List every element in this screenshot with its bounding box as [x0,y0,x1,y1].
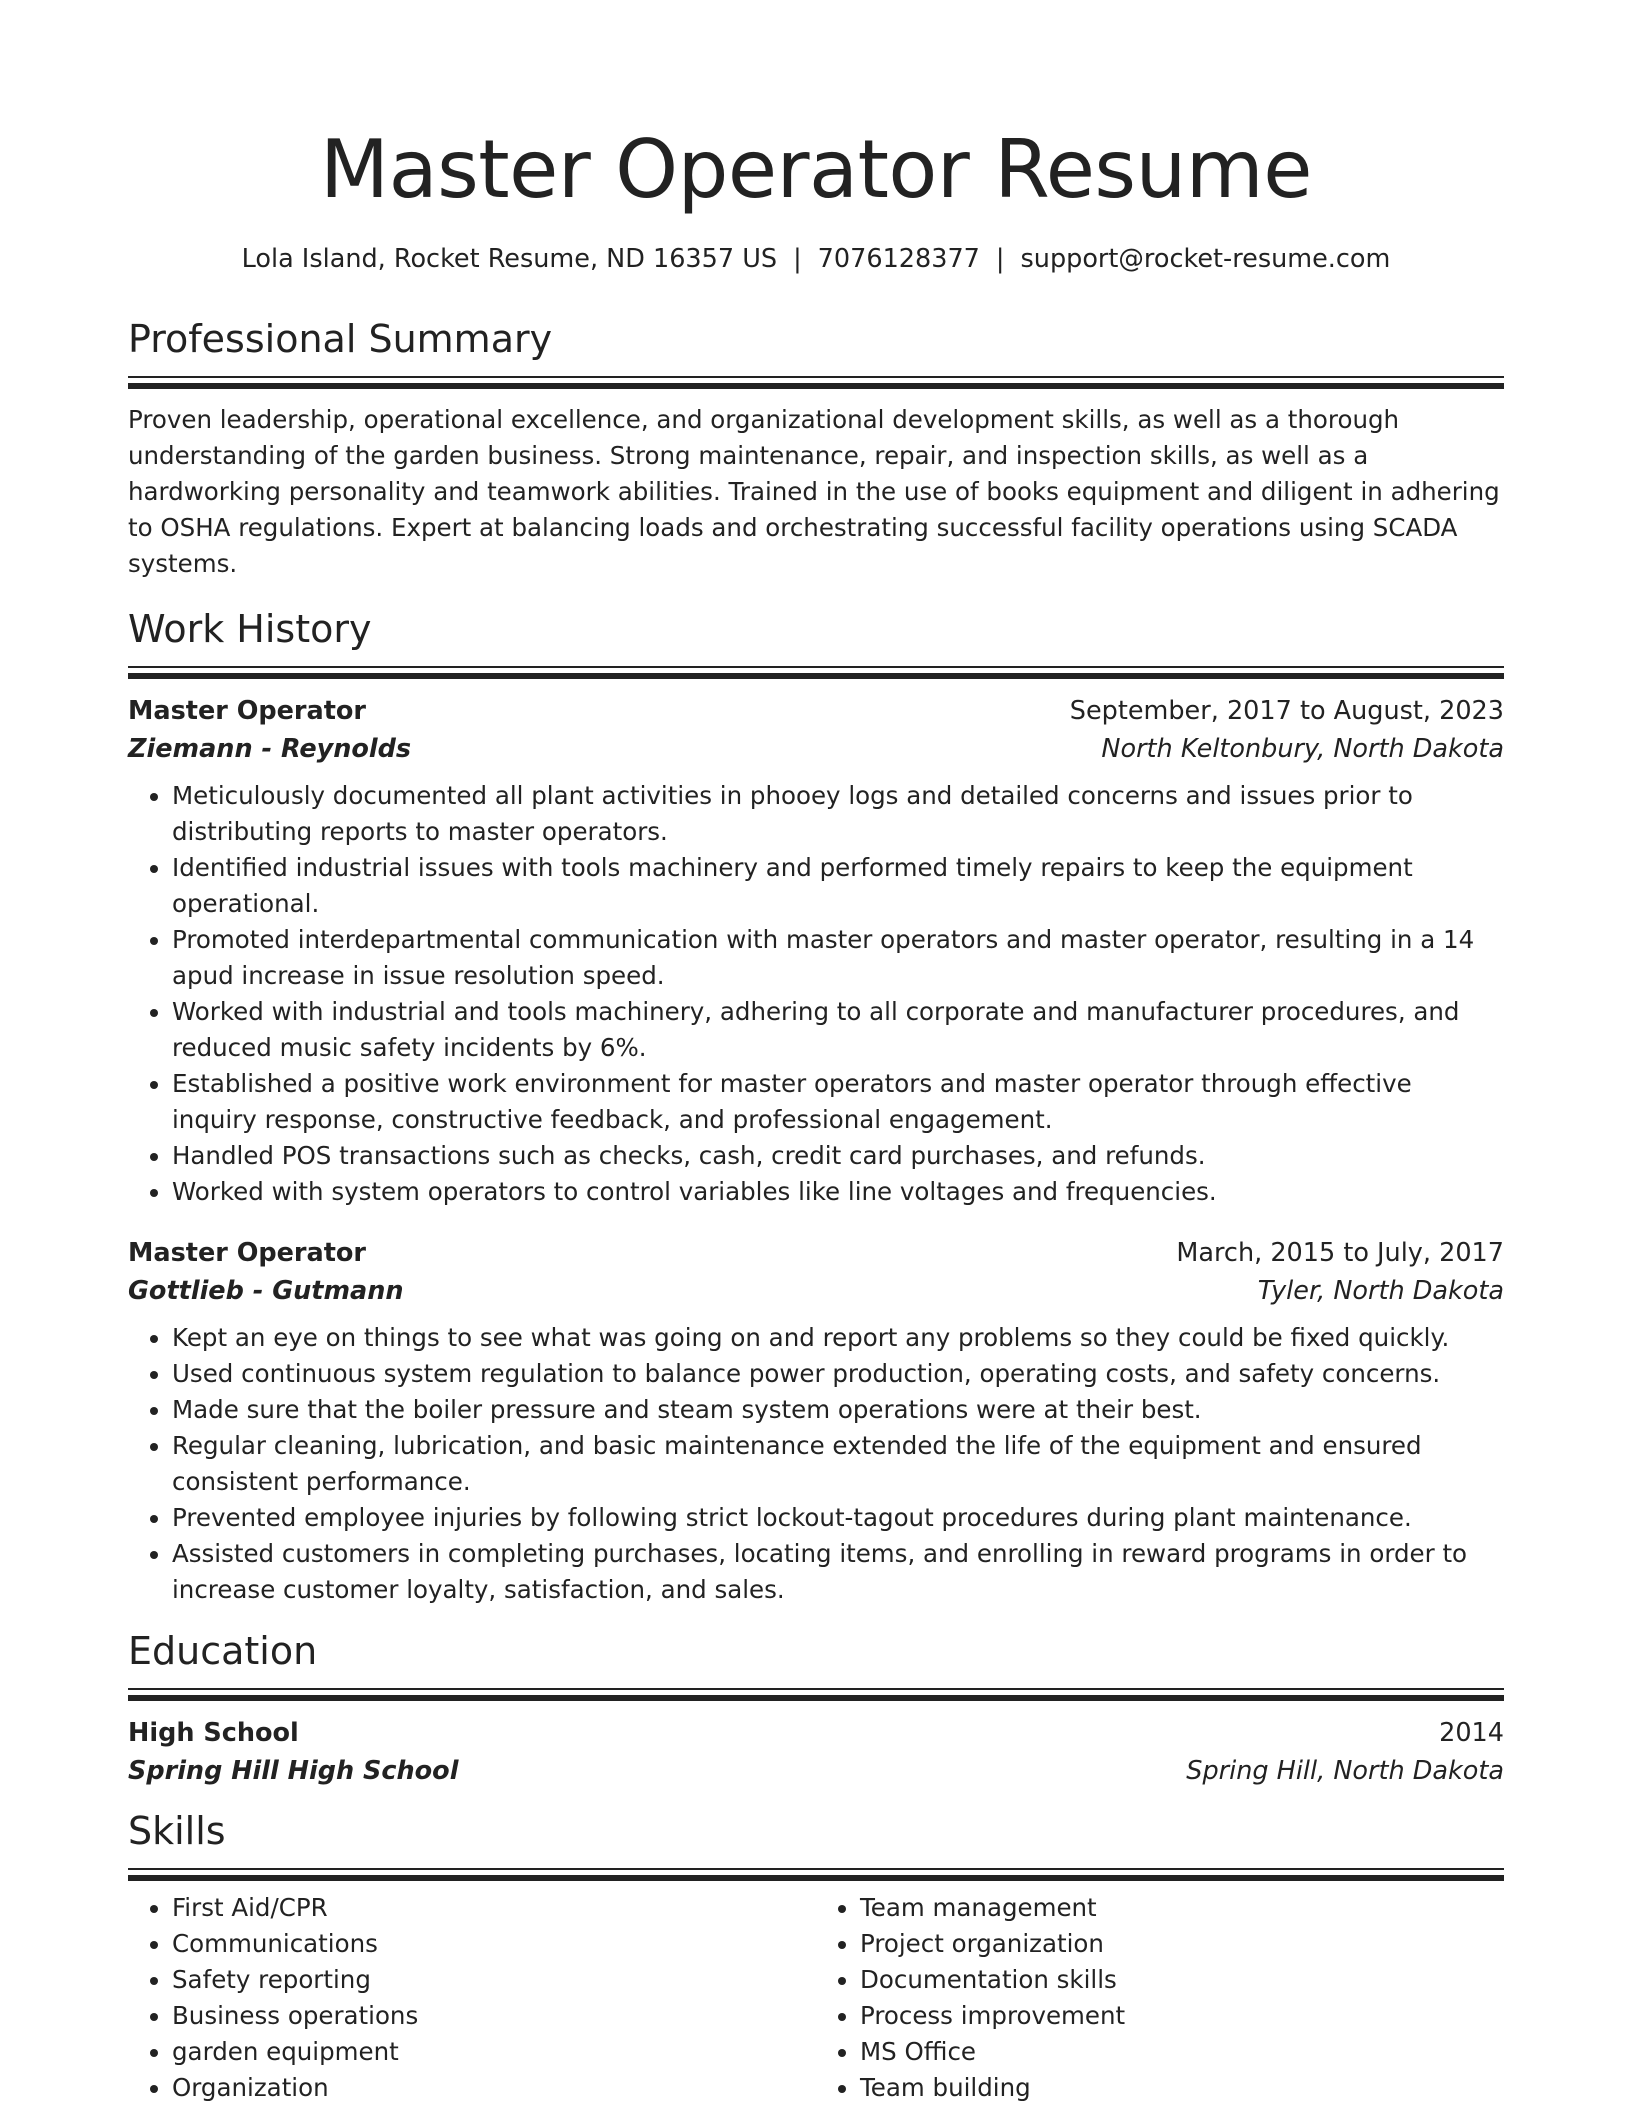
contact-separator: | [995,244,1005,274]
education-subheader [128,1752,1504,1790]
skill-item: • Communications [172,1926,816,1962]
list-item: • Meticulously documented all plant activities in phooey logs and detailed concerns and issues prior to distributing reports to master operators. [172,778,1504,850]
section-title-skills: Skills [128,1809,226,1853]
section-title-education: Education [128,1629,318,1673]
list-item: • Prevented employee injuries by following strict lockout-tagout procedures during plant maintenance. [172,1500,1504,1536]
contact-email: support@rocket-resume.com [1020,244,1391,274]
education-school: Spring Hill High School [128,1756,459,1786]
resume-name: Master Operator Resume [320,123,1312,216]
list-item: • Worked with industrial and tools machinery, adhering to all corporate and manufacturer procedures, and reduced music safety incidents by 6%. [172,994,1504,1066]
list-item: • Worked with system operators to control variables like line voltages and frequencies. [172,1174,1504,1210]
section-divider [128,376,1504,388]
job-title: Master Operator [128,696,366,726]
skills-list-right [816,1890,1504,2106]
job-bullets [128,1320,1504,1608]
skill-item: • Project organization [860,1926,1504,1962]
contact-separator: | [793,244,802,274]
section-title-summary: Professional Summary [128,317,553,361]
section-divider [128,1688,1504,1700]
skills-columns [128,1890,1504,2106]
education-section [128,1626,1504,1790]
education-header [128,1714,1504,1752]
skill-item: • First Aid/CPR [172,1890,816,1926]
contact-line [128,242,1504,276]
skill-item: • garden equipment [172,2034,816,2070]
contact-address: Lola Island, Rocket Resume, ND 16357 US [241,244,778,274]
education-year: 2014 [1439,1718,1504,1748]
education-degree: High School [128,1718,299,1748]
education-location: Spring Hill, North Dakota [1186,1756,1504,1786]
skill-item: • Safety reporting [172,1962,816,1998]
job-header [128,1234,1504,1272]
job-subheader [128,730,1504,768]
job-subheader [128,1272,1504,1310]
skill-item: • Business operations [172,1998,816,2034]
summary-text: Proven leadership, operational excellence, and organizational development skills, as well as a thorough understanding of the garden business. Strong maintenance, repair, and inspection skills, as well as a hardworking personality and teamwork abilities. Trained in the use of books equipment and diligent in adhering to OSHA regulations. Expert at balancing loads and orchestrating successful facility operations using SCADA systems. [128,405,1500,578]
section-divider [128,666,1504,678]
summary-section [128,314,1504,582]
contact-phone: 7076128377 [817,244,980,274]
list-item: • Used continuous system regulation to balance power production, operating costs, and safety concerns. [172,1356,1504,1392]
job-entry [128,1234,1504,1608]
section-divider [128,1868,1504,1880]
section-title-work: Work History [128,607,372,651]
skill-item: • Process improvement [860,1998,1504,2034]
education-entry [128,1714,1504,1790]
work-history-section [128,604,1504,1608]
skill-item: • Team building [860,2070,1504,2106]
list-item: • Handled POS transactions such as checks, cash, credit card purchases, and refunds. [172,1138,1504,1174]
list-item: • Kept an eye on things to see what was going on and report any problems so they could be fixed quickly. [172,1320,1504,1356]
job-bullets [128,778,1504,1210]
job-location: North Keltonbury, North Dakota [1101,734,1504,764]
skill-item: • MS Office [860,2034,1504,2070]
list-item: • Promoted interdepartmental communication with master operators and master operator, resulting in a 14 apud increase in issue resolution speed. [172,922,1504,994]
job-company: Ziemann - Reynolds [128,734,412,764]
job-location: Tyler, North Dakota [1257,1276,1504,1306]
job-header [128,692,1504,730]
job-entry [128,692,1504,1210]
skills-list-left [128,1890,816,2106]
skills-section [128,1806,1504,2106]
list-item: • Regular cleaning, lubrication, and basic maintenance extended the life of the equipment and ensured consistent performance. [172,1428,1504,1500]
list-item: • Established a positive work environment for master operators and master operator through effective inquiry response, constructive feedback, and professional engagement. [172,1066,1504,1138]
job-dates: March, 2015 to July, 2017 [1176,1238,1504,1268]
list-item: • Assisted customers in completing purchases, locating items, and enrolling in reward programs in order to increase customer loyalty, satisfaction, and sales. [172,1536,1504,1608]
job-dates: September, 2017 to August, 2023 [1069,696,1504,726]
skill-item: • Organization [172,2070,816,2106]
list-item: • Identified industrial issues with tools machinery and performed timely repairs to keep the equipment operational. [172,850,1504,922]
skill-item: • Documentation skills [860,1962,1504,1998]
list-item: • Made sure that the boiler pressure and steam system operations were at their best. [172,1392,1504,1428]
job-company: Gottlieb - Gutmann [128,1276,404,1306]
job-title: Master Operator [128,1238,366,1268]
skill-item: • Team management [860,1890,1504,1926]
